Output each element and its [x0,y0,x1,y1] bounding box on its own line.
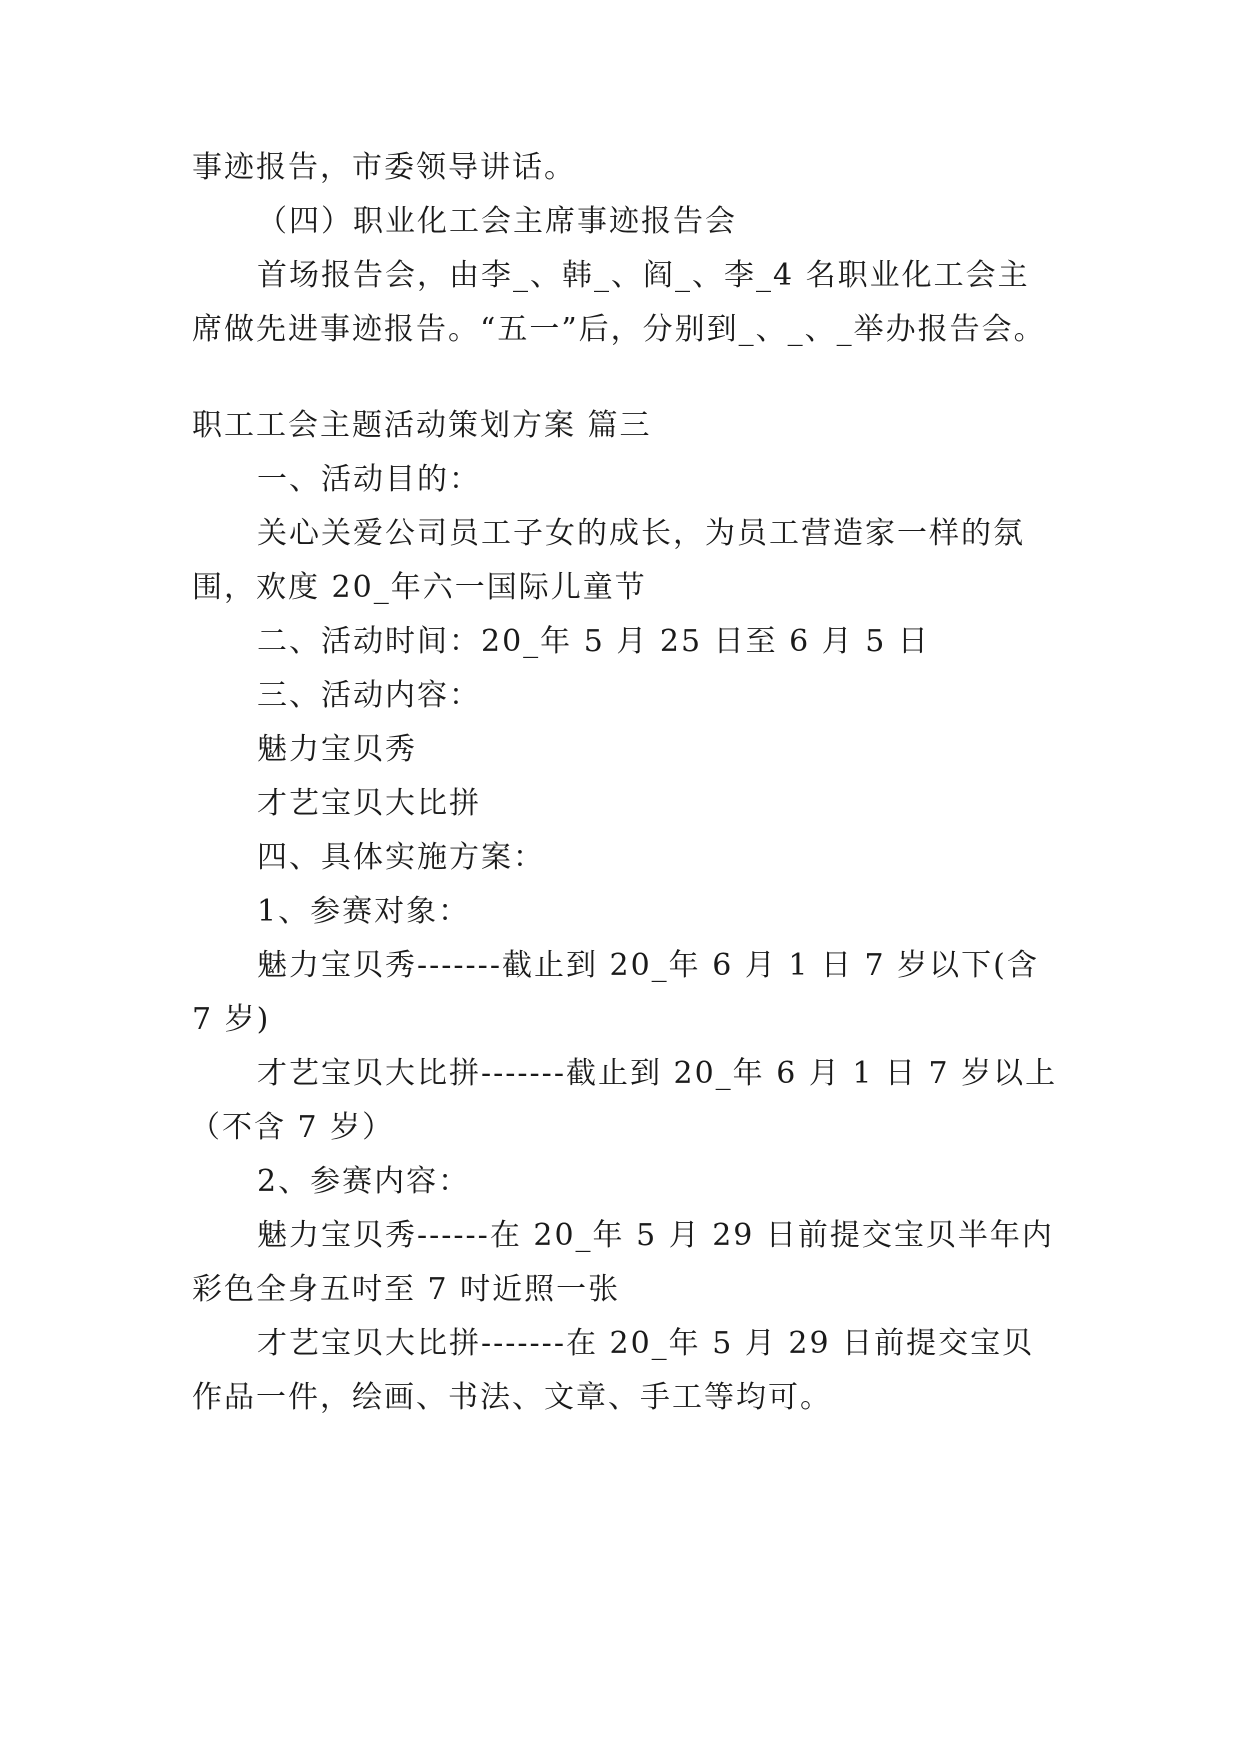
body-text-line: 魅力宝贝秀-------截止到 20_年 6 月 1 日 7 岁以下(含 [257,948,1039,983]
body-text-line: 席做先进事迹报告。“五一”后，分别到_、_、_举办报告会。 [192,312,1046,347]
body-text-line: 才艺宝贝大比拼-------截止到 20_年 6 月 1 日 7 岁以上 [257,1056,1058,1091]
subsection-heading: 2、参赛内容： [257,1164,471,1199]
body-text-line: 首场报告会，由李_、韩_、阎_、李_4 名职业化工会主 [257,258,1030,293]
list-item: 才艺宝贝大比拼 [257,786,481,821]
section-heading: 四、具体实施方案： [257,840,545,875]
section-heading: 三、活动内容： [257,678,481,713]
body-text-line: 彩色全身五吋至 7 吋近照一张 [192,1272,621,1307]
subsection-heading: 1、参赛对象： [257,894,471,929]
body-text-line: 事迹报告，市委领导讲话。 [192,150,576,185]
section-heading: （四）职业化工会主席事迹报告会 [257,204,737,239]
article-title: 职工工会主题活动策划方案 篇三 [192,408,652,443]
body-text-line: 关心关爱公司员工子女的成长，为员工营造家一样的氛 [257,516,1025,551]
body-text-line: 7 岁) [192,1002,271,1037]
section-heading: 二、活动时间：20_年 5 月 25 日至 6 月 5 日 [257,624,930,659]
body-text-line: 作品一件，绘画、书法、文章、手工等均可。 [192,1380,832,1415]
body-text-line: 魅力宝贝秀------在 20_年 5 月 29 日前提交宝贝半年内 [257,1218,1054,1253]
section-heading: 一、活动目的： [257,462,481,497]
body-text-line: （不含 7 岁） [190,1110,395,1145]
body-text-line: 才艺宝贝大比拼-------在 20_年 5 月 29 日前提交宝贝 [257,1326,1035,1361]
list-item: 魅力宝贝秀 [257,732,417,767]
body-text-line: 围，欢度 20_年六一国际儿童节 [192,570,647,605]
